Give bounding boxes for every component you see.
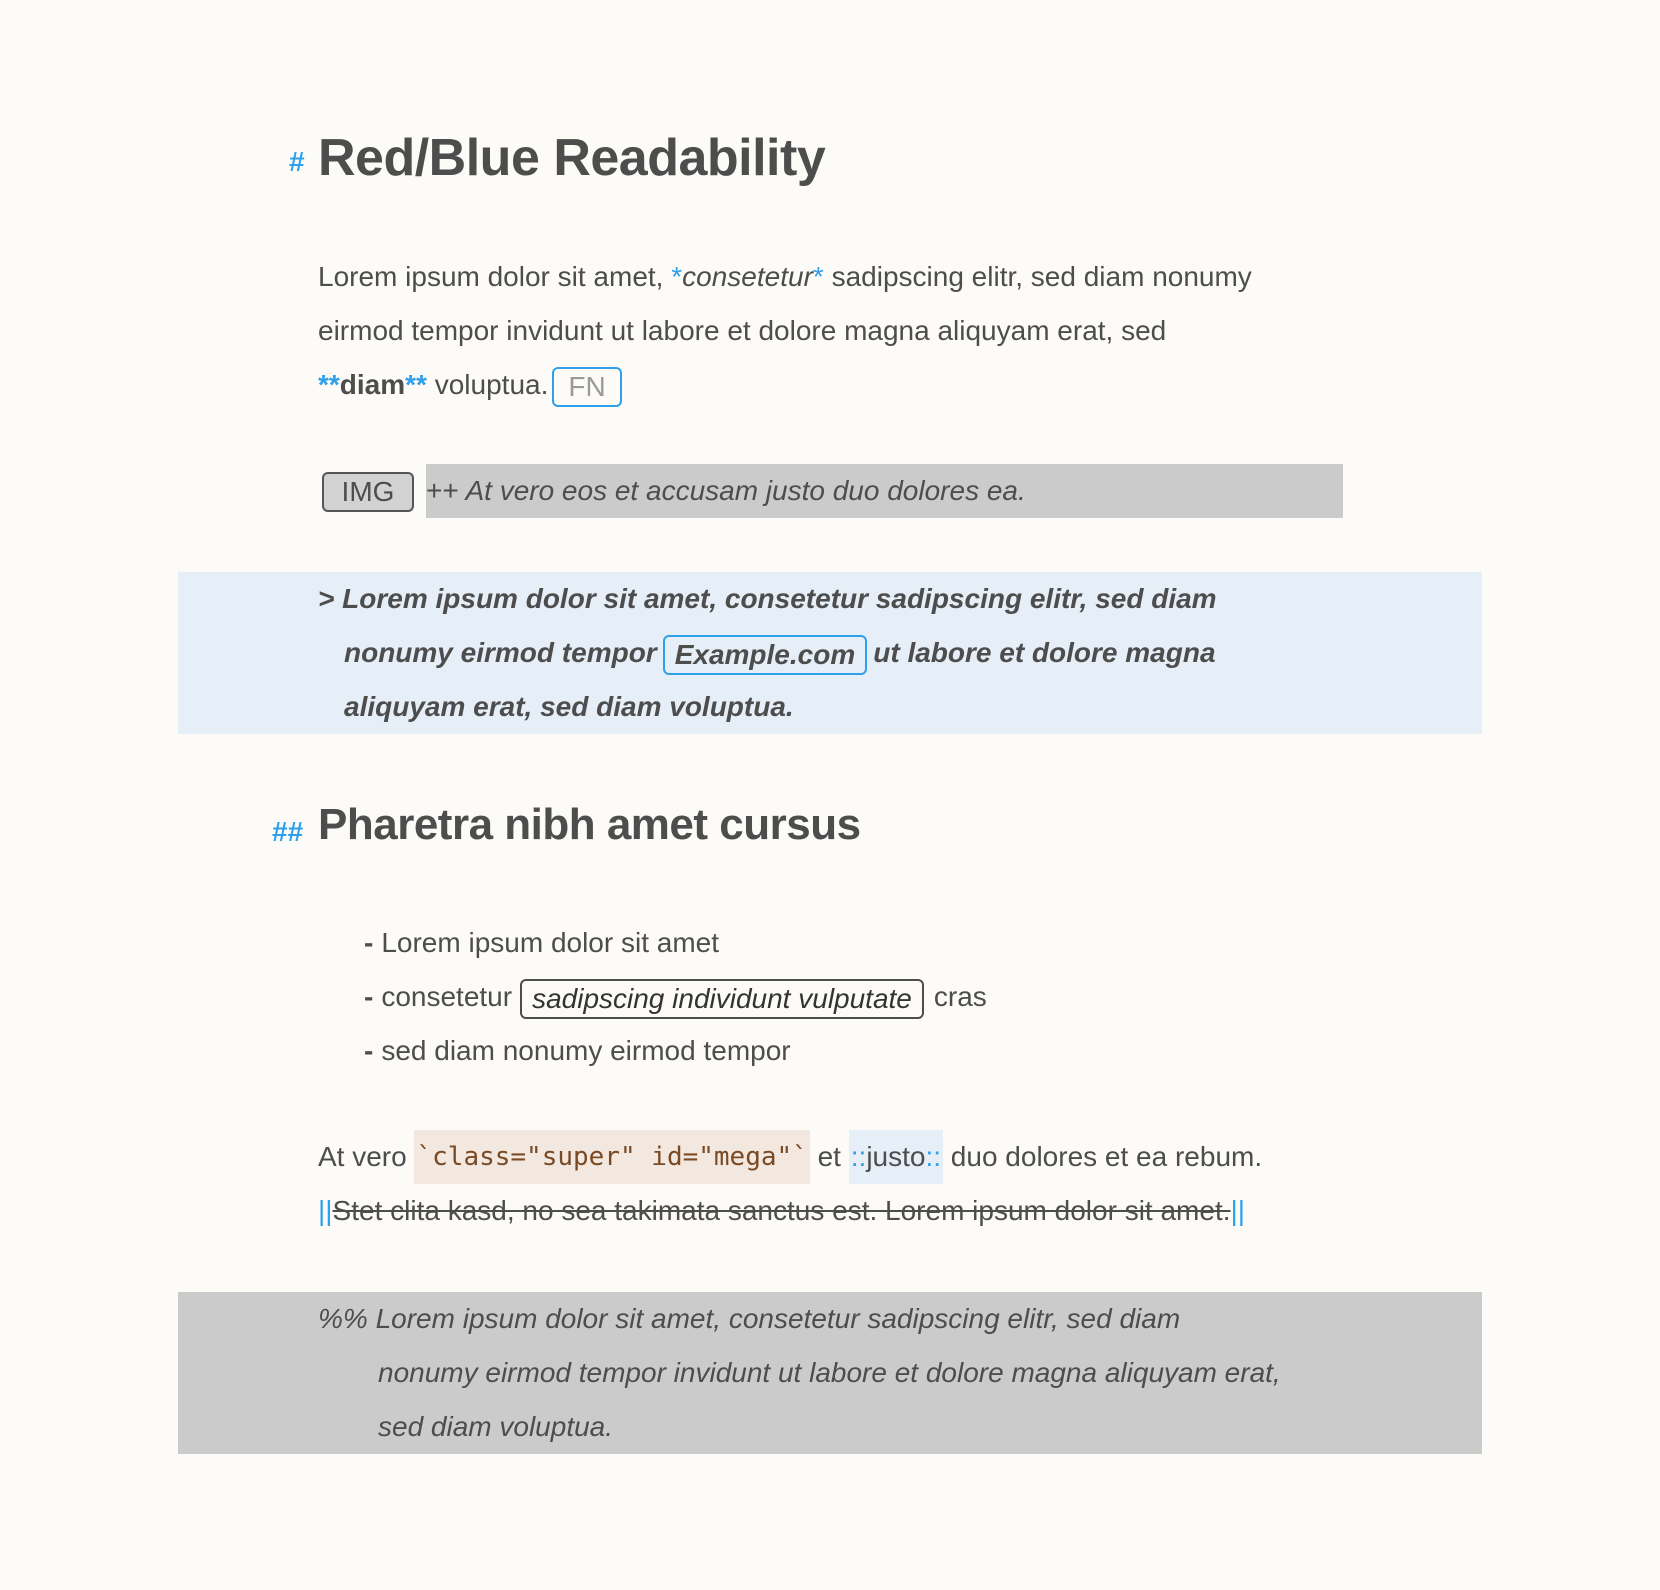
blockquote-text: Lorem ipsum dolor sit amet, consetetur sadipscing elitr, sed diam	[342, 583, 1217, 614]
bullet-list	[364, 916, 1264, 1078]
list-item-text: cras	[933, 981, 987, 1012]
emphasis-text: consetetur	[682, 261, 813, 292]
list-dash: -	[364, 1035, 374, 1066]
comment-block[interactable]	[178, 1292, 1482, 1454]
strong-marker-close: **	[405, 369, 427, 400]
paragraph-1-text: Lorem ipsum dolor sit amet,	[318, 261, 672, 292]
emphasis-marker-close: *	[812, 261, 824, 292]
paragraph-1-line-1	[318, 250, 1358, 304]
list-item[interactable]	[364, 970, 1264, 1024]
heading-2-marker: ##	[272, 816, 304, 847]
blockquote-text: nonumy eirmod tempor	[344, 637, 657, 668]
paragraph-2-line-2	[318, 1184, 1358, 1238]
highlight-text: justo	[866, 1141, 926, 1172]
comment-line-3: sed diam voluptua.	[378, 1411, 614, 1442]
paragraph-1-text: voluptua.	[426, 369, 549, 400]
blockquote-text: ut labore et dolore magna	[873, 637, 1216, 668]
highlight-marker-close: ::	[925, 1141, 942, 1172]
paragraph-2-text: At vero	[318, 1141, 415, 1172]
image-caption-marker: ++	[426, 475, 459, 506]
list-item-text: Lorem ipsum dolor sit amet	[381, 927, 720, 958]
highlight	[849, 1130, 943, 1184]
strike-marker-close: ||	[1230, 1195, 1246, 1226]
list-item[interactable]	[364, 1024, 1264, 1078]
list-item-text: consetetur	[381, 981, 513, 1012]
strikethrough-text: Stet clita kasd, no sea takimata sanctus est. Lorem ipsum dolor sit amet.	[332, 1195, 1231, 1226]
list-dash: -	[364, 981, 374, 1012]
blockquote-line-3: aliquyam erat, sed diam voluptua.	[344, 691, 794, 722]
image-caption[interactable]	[426, 464, 1343, 518]
image-caption-text: At vero eos et accusam justo duo dolores ea.	[465, 475, 1026, 506]
paragraph-1-text: sadipscing elitr, sed diam nonumy	[823, 261, 1252, 292]
image-badge[interactable]: IMG	[322, 472, 414, 512]
paragraph-1-line-2: eirmod tempor invidunt ut labore et dolore magna aliquyam erat, sed	[318, 315, 1167, 346]
paragraph-1-line-3	[318, 358, 1358, 412]
comment-line-2: nonumy eirmod tempor invidunt ut labore et dolore magna aliquyam erat,	[378, 1357, 1281, 1388]
comment-marker: %%	[318, 1303, 368, 1334]
comment-text: Lorem ipsum dolor sit amet, consetetur sadipscing elitr, sed diam	[375, 1303, 1181, 1334]
heading-2	[0, 798, 1660, 862]
paragraph-2[interactable]	[318, 1130, 1358, 1238]
emphasis-marker-open: *	[671, 261, 683, 292]
link-badge[interactable]: Example.com	[663, 635, 868, 675]
list-item[interactable]	[364, 916, 1264, 970]
heading-1	[0, 118, 1660, 198]
heading-1-marker: #	[289, 146, 305, 177]
heading-1-title[interactable]: Red/Blue Readability	[318, 129, 826, 187]
paragraph-2-text: duo dolores et ea rebum.	[943, 1141, 1263, 1172]
comment-line-1	[318, 1292, 1180, 1346]
footnote-badge[interactable]: FN	[552, 367, 621, 407]
paragraph-1[interactable]	[318, 250, 1358, 412]
blockquote[interactable]	[178, 572, 1482, 734]
tag-badge[interactable]: sadipscing individunt vulputate	[520, 979, 924, 1019]
blockquote-line-2	[344, 626, 1216, 680]
heading-2-title[interactable]: Pharetra nibh amet cursus	[318, 800, 861, 849]
strong-marker-open: **	[318, 369, 340, 400]
list-dash: -	[364, 927, 374, 958]
strike-marker-open: ||	[318, 1195, 333, 1226]
blockquote-marker: >	[318, 583, 335, 614]
highlight-marker-open: ::	[850, 1141, 867, 1172]
strong-text: diam	[339, 369, 406, 400]
list-item-text: sed diam nonumy eirmod tempor	[381, 1035, 791, 1066]
blockquote-line-1	[318, 572, 1217, 626]
image-row	[318, 462, 1343, 518]
paragraph-2-text: et	[809, 1141, 849, 1172]
paragraph-2-line-1	[318, 1130, 1358, 1184]
inline-code: `class="super" id="mega"`	[414, 1130, 809, 1184]
